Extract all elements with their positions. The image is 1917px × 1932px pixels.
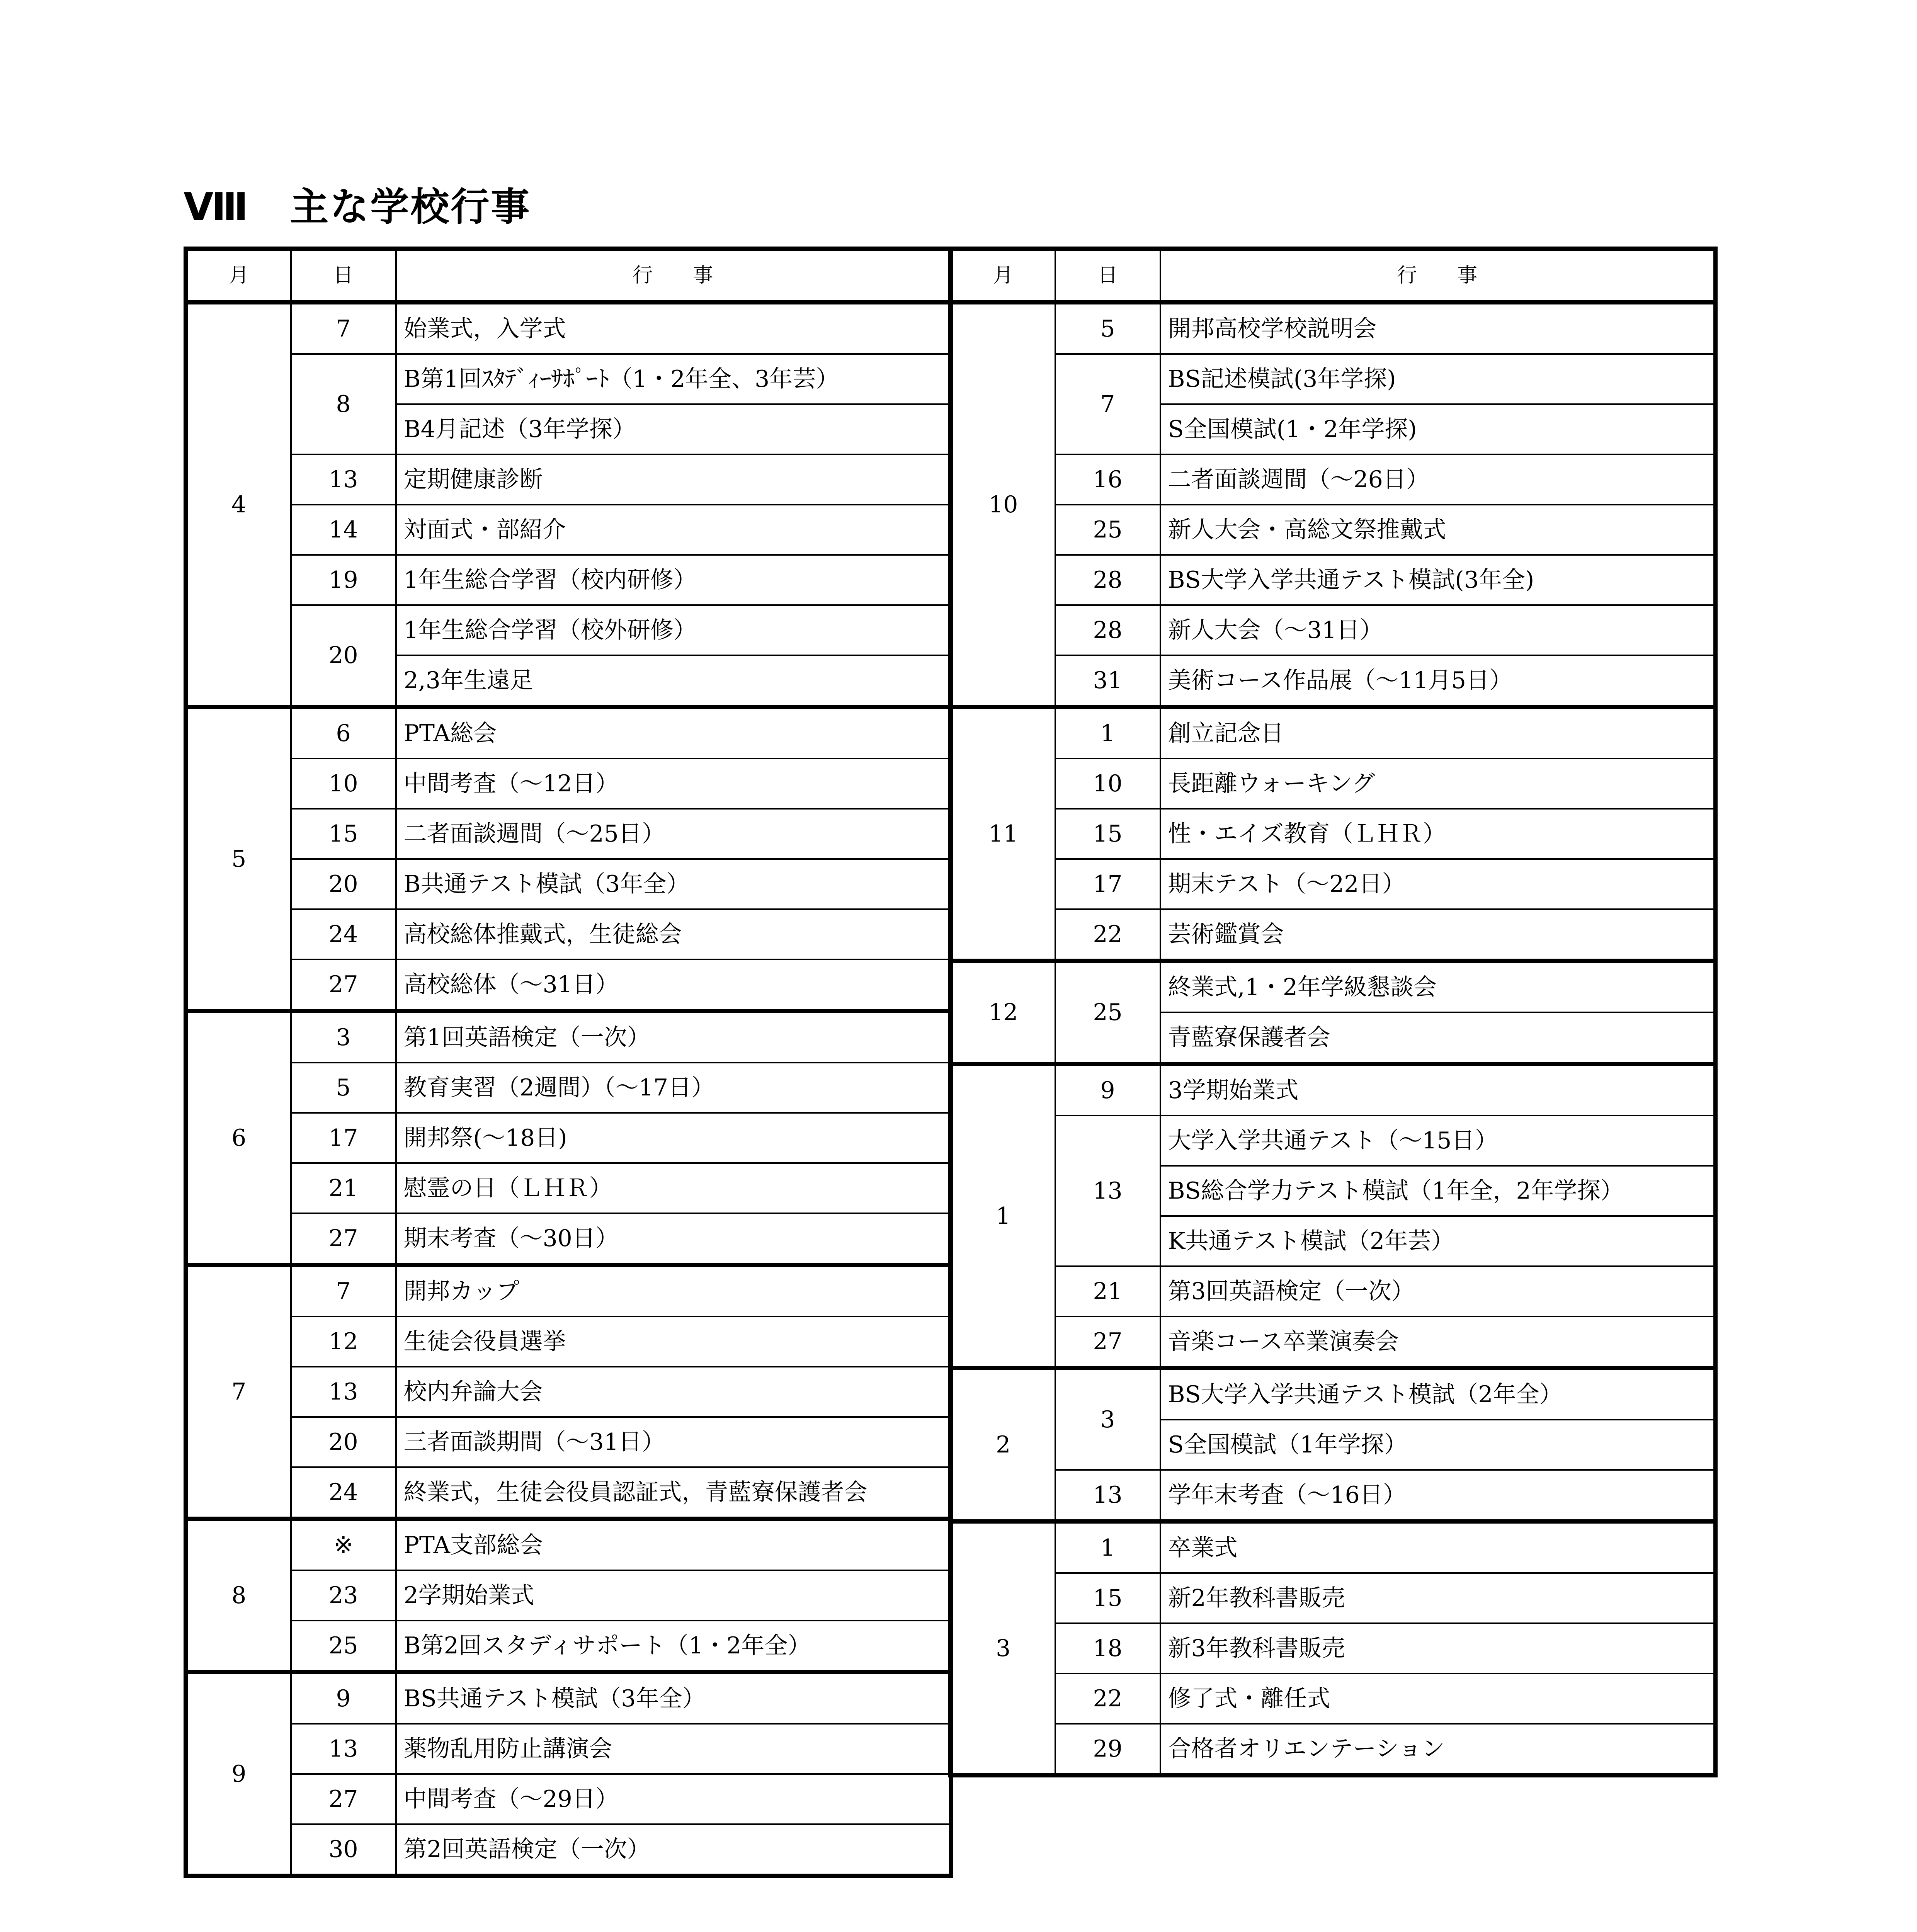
event-cell: 3学期始業式 xyxy=(1160,1064,1716,1116)
day-cell: 13 xyxy=(291,1367,396,1417)
table-row xyxy=(950,1724,1716,1776)
table-row xyxy=(950,759,1716,809)
table-row xyxy=(186,1011,951,1063)
event-cell: 定期健康診断 xyxy=(396,454,951,505)
event-cell: 新人大会・高総文祭推戴式 xyxy=(1160,505,1716,555)
day-cell: 17 xyxy=(291,1113,396,1163)
table-row xyxy=(950,809,1716,859)
day-cell: 24 xyxy=(291,1467,396,1519)
table-row xyxy=(186,555,951,605)
day-cell: 27 xyxy=(291,1213,396,1265)
month-cell: 12 xyxy=(950,961,1055,1064)
event-cell: 二者面談週間（～25日） xyxy=(396,809,951,859)
event-cell: PTA支部総会 xyxy=(396,1519,951,1571)
day-cell: 10 xyxy=(291,759,396,809)
day-cell: 30 xyxy=(291,1824,396,1876)
event-cell: 2学期始業式 xyxy=(396,1570,951,1621)
day-cell: 28 xyxy=(1055,605,1160,655)
month-cell: 11 xyxy=(950,707,1055,961)
day-cell: 22 xyxy=(1055,909,1160,961)
day-cell: 27 xyxy=(291,1774,396,1824)
event-cell: 対面式・部紹介 xyxy=(396,505,951,555)
day-cell: 9 xyxy=(1055,1064,1160,1116)
day-cell: 13 xyxy=(291,1724,396,1774)
event-cell: K共通テスト模試（2年芸） xyxy=(1160,1216,1716,1266)
event-cell: 大学入学共通テスト（～15日） xyxy=(1160,1116,1716,1166)
day-cell: 27 xyxy=(1055,1316,1160,1368)
table-row xyxy=(186,1570,951,1621)
table-row xyxy=(186,1467,951,1519)
event-cell: B共通テスト模試（3年全） xyxy=(396,859,951,909)
event-cell: 2,3年生遠足 xyxy=(396,655,951,707)
table-row xyxy=(950,1623,1716,1673)
event-cell: 学年末考査（～16日） xyxy=(1160,1470,1716,1522)
day-cell: 12 xyxy=(291,1316,396,1367)
table-row xyxy=(186,1672,951,1724)
day-cell: 20 xyxy=(291,859,396,909)
header-day: 日 xyxy=(291,249,396,303)
day-cell: 1 xyxy=(1055,707,1160,759)
day-cell: 20 xyxy=(291,1417,396,1467)
event-cell: 薬物乱用防止講演会 xyxy=(396,1724,951,1774)
event-cell: 期末テスト（～22日） xyxy=(1160,859,1716,909)
table-row xyxy=(950,707,1716,759)
event-cell: 卒業式 xyxy=(1160,1522,1716,1573)
event-cell: 第1回英語検定（一次） xyxy=(396,1011,951,1063)
table-row xyxy=(950,961,1716,1013)
event-cell: S全国模試(1・2年学探) xyxy=(1160,404,1716,454)
month-cell: 1 xyxy=(950,1064,1055,1368)
day-cell: 24 xyxy=(291,909,396,959)
table-row xyxy=(186,1113,951,1163)
event-cell: 性・エイズ教育（ＬＨＲ） xyxy=(1160,809,1716,859)
table-row xyxy=(186,759,951,809)
day-cell: 7 xyxy=(291,1265,396,1317)
table-row xyxy=(950,1368,1716,1420)
event-cell: S全国模試（1年学探） xyxy=(1160,1420,1716,1470)
table-row xyxy=(186,1213,951,1265)
table-row xyxy=(186,354,951,404)
day-cell: 21 xyxy=(291,1163,396,1213)
month-cell: 10 xyxy=(950,303,1055,707)
table-row xyxy=(950,1522,1716,1573)
table-row xyxy=(186,1063,951,1113)
event-cell: 高校総体推戴式，生徒総会 xyxy=(396,909,951,959)
day-cell: 27 xyxy=(291,959,396,1011)
day-cell: 22 xyxy=(1055,1673,1160,1724)
event-cell: BS大学入学共通テスト模試（2年全） xyxy=(1160,1368,1716,1420)
table-row xyxy=(950,1266,1716,1316)
day-cell: 9 xyxy=(291,1672,396,1724)
day-cell: 19 xyxy=(291,555,396,605)
event-cell: 期末考査（～30日） xyxy=(396,1213,951,1265)
day-cell: 17 xyxy=(1055,859,1160,909)
table-row xyxy=(186,1774,951,1824)
event-cell: 新人大会（～31日） xyxy=(1160,605,1716,655)
day-cell: 14 xyxy=(291,505,396,555)
day-cell: 6 xyxy=(291,707,396,759)
event-cell: 教育実習（2週間）（～17日） xyxy=(396,1063,951,1113)
table-row xyxy=(950,354,1716,404)
table-row xyxy=(950,605,1716,655)
header-day: 日 xyxy=(1055,249,1160,303)
table-row xyxy=(950,1316,1716,1368)
event-cell: B第1回ｽﾀﾃﾞｨｰｻﾎﾟｰﾄ（1・2年全、3年芸） xyxy=(396,354,951,404)
day-cell: 3 xyxy=(291,1011,396,1063)
table-row xyxy=(186,505,951,555)
month-cell: 8 xyxy=(186,1519,291,1672)
day-cell: 21 xyxy=(1055,1266,1160,1316)
event-cell: 美術コース作品展（～11月5日） xyxy=(1160,655,1716,707)
event-cell: PTA総会 xyxy=(396,707,951,759)
table-row xyxy=(950,505,1716,555)
table-row xyxy=(186,809,951,859)
schedule-table-left xyxy=(184,247,953,1878)
event-cell: 長距離ウォーキング xyxy=(1160,759,1716,809)
table-row xyxy=(186,1163,951,1213)
page-title: Ⅷ 主な学校行事 xyxy=(184,184,531,230)
day-cell: 10 xyxy=(1055,759,1160,809)
table-header-row xyxy=(186,249,951,303)
event-cell: 開邦祭(～18日) xyxy=(396,1113,951,1163)
month-cell: 5 xyxy=(186,707,291,1011)
day-cell: 25 xyxy=(1055,505,1160,555)
table-row xyxy=(186,1265,951,1317)
day-cell: 7 xyxy=(291,303,396,354)
header-event: 行 事 xyxy=(1160,249,1716,303)
table-row xyxy=(950,555,1716,605)
event-cell: 終業式,1・2年学級懇談会 xyxy=(1160,961,1716,1013)
event-cell: 新3年教科書販売 xyxy=(1160,1623,1716,1673)
table-header-row xyxy=(950,249,1716,303)
day-cell: 15 xyxy=(291,809,396,859)
event-cell: 第2回英語検定（一次） xyxy=(396,1824,951,1876)
month-cell: 9 xyxy=(186,1672,291,1876)
table-row xyxy=(950,1064,1716,1116)
header-month: 月 xyxy=(950,249,1055,303)
table-row xyxy=(186,303,951,354)
event-cell: 開邦高校学校説明会 xyxy=(1160,303,1716,354)
event-cell: 音楽コース卒業演奏会 xyxy=(1160,1316,1716,1368)
event-cell: B第2回スタディサポート（1・2年全） xyxy=(396,1621,951,1672)
table-row xyxy=(950,1673,1716,1724)
event-cell: 校内弁論大会 xyxy=(396,1367,951,1417)
header-event: 行 事 xyxy=(396,249,951,303)
day-cell: 28 xyxy=(1055,555,1160,605)
event-cell: 第3回英語検定（一次） xyxy=(1160,1266,1716,1316)
day-cell: 13 xyxy=(291,454,396,505)
event-cell: 芸術鑑賞会 xyxy=(1160,909,1716,961)
table-row xyxy=(950,909,1716,961)
event-cell: 中間考査（～12日） xyxy=(396,759,951,809)
table-row xyxy=(950,1470,1716,1522)
day-cell: 7 xyxy=(1055,354,1160,454)
table-row xyxy=(186,605,951,655)
month-cell: 7 xyxy=(186,1265,291,1519)
event-cell: 高校総体（～31日） xyxy=(396,959,951,1011)
day-cell: 1 xyxy=(1055,1522,1160,1573)
table-row xyxy=(186,1824,951,1876)
event-cell: 三者面談期間（～31日） xyxy=(396,1417,951,1467)
table-row xyxy=(950,454,1716,505)
event-cell: 新2年教科書販売 xyxy=(1160,1573,1716,1623)
header-month: 月 xyxy=(186,249,291,303)
event-cell: 開邦カップ xyxy=(396,1265,951,1317)
day-cell: 5 xyxy=(291,1063,396,1113)
table-row xyxy=(186,1417,951,1467)
month-cell: 3 xyxy=(950,1522,1055,1776)
table-row xyxy=(186,1519,951,1571)
table-row xyxy=(186,1316,951,1367)
event-cell: 慰霊の日（ＬＨＲ） xyxy=(396,1163,951,1213)
day-cell: 18 xyxy=(1055,1623,1160,1673)
event-cell: 終業式，生徒会役員認証式，青藍寮保護者会 xyxy=(396,1467,951,1519)
event-cell: BS記述模試(3年学探) xyxy=(1160,354,1716,404)
event-cell: 創立記念日 xyxy=(1160,707,1716,759)
table-row xyxy=(950,859,1716,909)
event-cell: 1年生総合学習（校内研修） xyxy=(396,555,951,605)
month-cell: 6 xyxy=(186,1011,291,1265)
event-cell: 青藍寮保護者会 xyxy=(1160,1012,1716,1064)
table-row xyxy=(186,454,951,505)
day-cell: 29 xyxy=(1055,1724,1160,1776)
table-row xyxy=(186,959,951,1011)
day-cell: 16 xyxy=(1055,454,1160,505)
table-row xyxy=(950,655,1716,707)
table-row xyxy=(186,1621,951,1672)
table-row xyxy=(186,707,951,759)
day-cell: 25 xyxy=(291,1621,396,1672)
table-row xyxy=(950,1573,1716,1623)
event-cell: BS大学入学共通テスト模試(3年全) xyxy=(1160,555,1716,605)
event-cell: BS総合学力テスト模試（1年全，2年学探） xyxy=(1160,1166,1716,1216)
day-cell: 25 xyxy=(1055,961,1160,1064)
table-row xyxy=(186,859,951,909)
table-row xyxy=(186,1724,951,1774)
event-cell: 修了式・離任式 xyxy=(1160,1673,1716,1724)
day-cell: 23 xyxy=(291,1570,396,1621)
table-row xyxy=(186,909,951,959)
event-cell: BS共通テスト模試（3年全） xyxy=(396,1672,951,1724)
day-cell: 31 xyxy=(1055,655,1160,707)
event-cell: B4月記述（3年学探） xyxy=(396,404,951,454)
month-cell: 2 xyxy=(950,1368,1055,1522)
day-cell: 15 xyxy=(1055,1573,1160,1623)
day-cell: 3 xyxy=(1055,1368,1160,1470)
event-cell: 始業式，入学式 xyxy=(396,303,951,354)
month-cell: 4 xyxy=(186,303,291,707)
event-cell: 中間考査（～29日） xyxy=(396,1774,951,1824)
day-cell: 13 xyxy=(1055,1116,1160,1266)
event-cell: 1年生総合学習（校外研修） xyxy=(396,605,951,655)
event-cell: 二者面談週間（～26日） xyxy=(1160,454,1716,505)
event-cell: 生徒会役員選挙 xyxy=(396,1316,951,1367)
schedule-table-right xyxy=(948,247,1718,1777)
day-cell: 8 xyxy=(291,354,396,454)
day-cell: 13 xyxy=(1055,1470,1160,1522)
event-cell: 合格者オリエンテーション xyxy=(1160,1724,1716,1776)
day-cell: 20 xyxy=(291,605,396,707)
day-cell: 5 xyxy=(1055,303,1160,354)
day-cell: ※ xyxy=(291,1519,396,1571)
day-cell: 15 xyxy=(1055,809,1160,859)
table-row xyxy=(950,303,1716,354)
table-row xyxy=(186,1367,951,1417)
table-row xyxy=(950,1116,1716,1166)
